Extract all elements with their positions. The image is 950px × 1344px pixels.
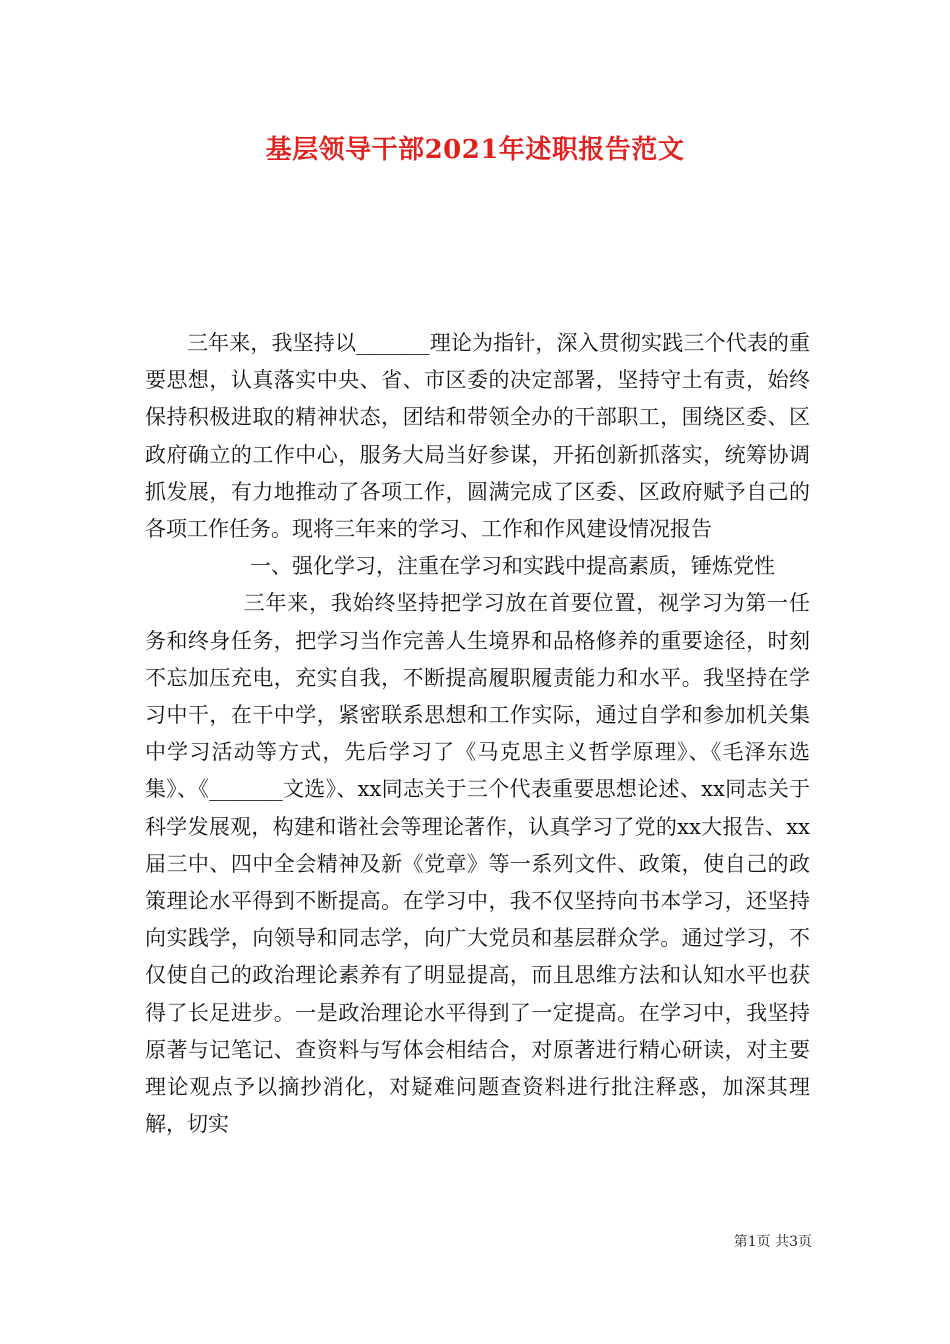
section-1-paragraph: 三年来，我始终坚持把学习放在首要位置，视学习为第一任务和终身任务，把学习当作完善人生境界和品格修养的重要途径，时刻不忘加压充电，充实自我，不断提高履职履责能力和水平。我坚持在学习中干，在干中学，紧密联系思想和工作实际，通过自学和参加机关集中学习活动等方式，先后学习了《马克思主义哲学原理》、《毛泽东选集》、《_______文选》、xx同志关于三个代表重要思想论述、xx同志关于科学发展观，构建和谐社会等理论著作，认真学习了党的xx大报告、xx届三中、四中全会精神及新《党章》等一系列文件、政策，使自己的政策理论水平得到不断提高。在学习中，我不仅坚持向书本学习，还坚持向实践学，向领导和同志学，向广大党员和基层群众学。通过学习，不仅使自己的政治理论素养有了明显提高，而且思维方法和认知水平也获得了长足进步。一是政治理论水平得到了一定提高。在学习中，我坚持原著与记笔记、查资料与写体会相结合，对原著进行精心研读，对主要理论观点予以摘抄消化，对疑难问题查资料进行批注释惑，加深其理解，切实: [145, 591, 810, 1137]
intro-paragraph: 三年来，我坚持以_______理论为指针，深入贯彻实践三个代表的重要思想，认真落实中央、省、市区委的决定部署，坚持守土有责，始终保持积极进取的精神状态，团结和带领全办的干部职工，围绕区委、区政府确立的工作中心，服务大局当好参谋，开拓创新抓落实，统筹协调抓发展，有力地推动了各项工作，圆满完成了区委、区政府赋予自己的各项工作任务。现将三年来的学习、工作和作风建设情况报告: [145, 331, 810, 542]
page-number: 第1页 共3页: [733, 1234, 812, 1250]
document-body: [145, 325, 810, 1143]
section-heading-1: 一、强化学习，注重在学习和实践中提高素质，锤炼党性: [250, 554, 775, 579]
document-title: 基层领导干部2021年述职报告范文: [265, 135, 685, 165]
